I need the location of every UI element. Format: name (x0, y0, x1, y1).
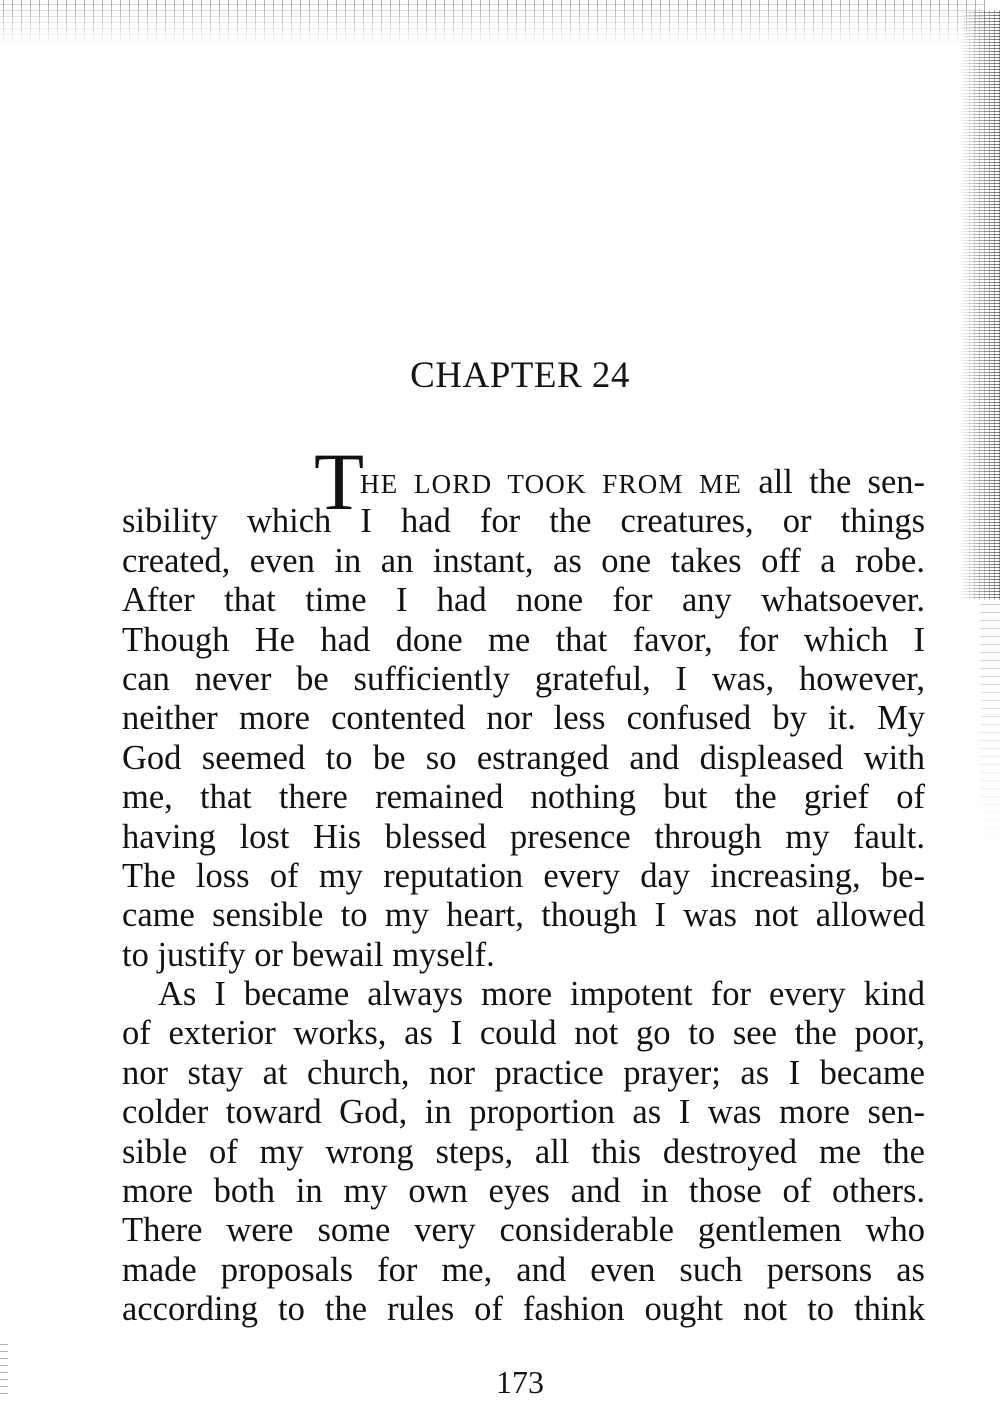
text-line: The loss of my reputation every day increasing, be- (122, 856, 925, 895)
page-number: 173 (496, 1364, 544, 1400)
text-line: can never be sufficiently grateful, I was, however, (122, 659, 925, 698)
scan-noise-top (0, 0, 985, 46)
chapter-heading: CHAPTER 24 (410, 355, 630, 396)
text-line: God seemed to be so estranged and displeased with (122, 738, 925, 777)
text-line: having lost His blessed presence through my fault. (122, 817, 925, 856)
paragraph-2-line-1: As I became always more impotent for every kind (158, 975, 925, 1014)
scan-noise-right-edge (960, 10, 1000, 600)
body-text (122, 436, 925, 1330)
text-line: more both in my own eyes and in those of others. (122, 1172, 925, 1211)
drop-cap: T (314, 436, 365, 527)
scan-noise-right-fade (980, 600, 1000, 860)
text-line: created, even in an instant, as one takes off a robe. (122, 541, 925, 580)
text-line: according to the rules of fashion ought not to think (122, 1290, 925, 1329)
text-line: There were some very considerable gentlemen who (122, 1211, 925, 1250)
text-line: to justify or bewail myself. (122, 935, 495, 974)
text-line: me, that there remained nothing but the grief of (122, 778, 925, 817)
text-line: made proposals for me, and even such persons as (122, 1250, 925, 1289)
text-line: sible of my wrong steps, all this destroyed me the (122, 1132, 925, 1171)
text-line: of exterior works, as I could not go to see the poor, (122, 1014, 925, 1053)
text-line: colder toward God, in proportion as I was more sen- (122, 1093, 925, 1132)
text-line: nor stay at church, nor practice prayer; as I became (122, 1053, 925, 1092)
text-line: neither more contented nor less confused by it. My (122, 699, 925, 738)
opening-small-caps: HE LORD TOOK FROM ME (360, 469, 743, 499)
text-line: all the sen- (758, 463, 925, 501)
text-line: sibility which I had for the creatures, or things (122, 502, 925, 541)
text-line: After that time I had none for any whatsoever. (122, 581, 925, 620)
text-line: Though He had done me that favor, for which I (122, 620, 925, 659)
text-line: came sensible to my heart, though I was not allowed (122, 896, 925, 935)
